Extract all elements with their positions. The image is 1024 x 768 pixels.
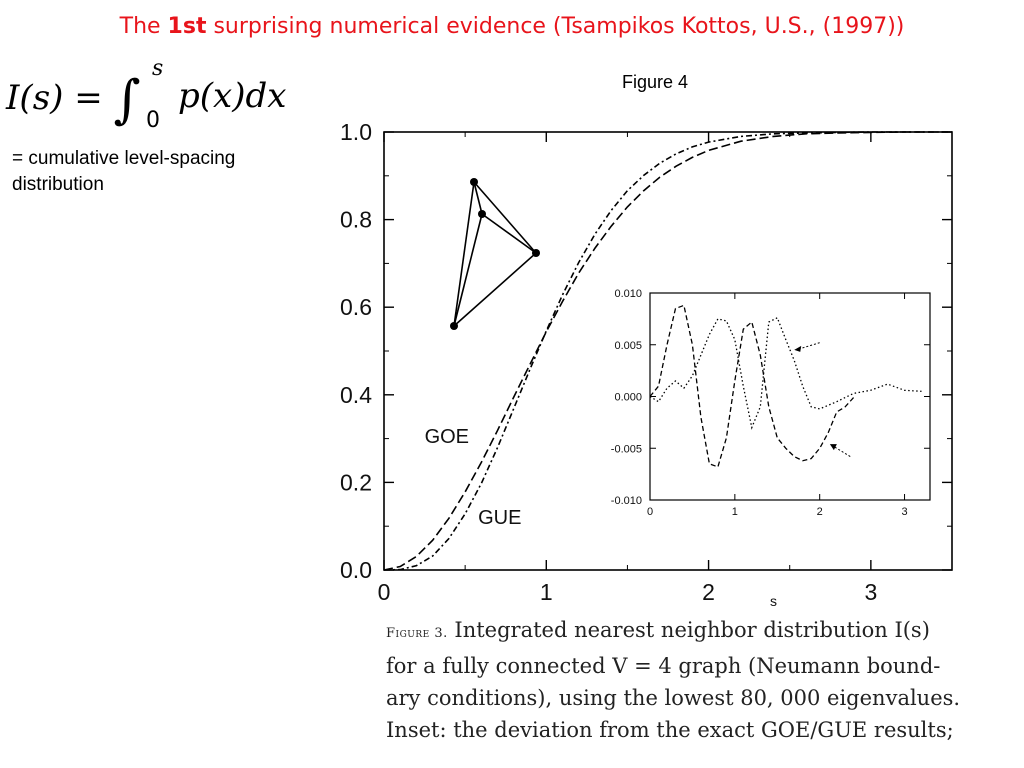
inset-frame (650, 293, 930, 500)
slide-title (0, 14, 1024, 39)
inset-x-tick-label: 1 (731, 506, 738, 518)
title-pre: The (119, 14, 168, 39)
inset-y-tick-label: 0.005 (614, 339, 642, 352)
y-tick-label: 0.6 (340, 294, 372, 321)
title-post: surprising numerical evidence (Tsampikos Kottos, U.S., (1997)) (206, 14, 905, 39)
inset-y-tick-label: -0.010 (610, 495, 642, 507)
formula-upper-limit: s (152, 56, 164, 81)
figure-label: Figure 4 (622, 72, 689, 92)
graph-node (450, 322, 458, 330)
inset-y-tick-label: 0.010 (614, 288, 642, 300)
graph-node (470, 178, 478, 186)
caption-line: Integrated nearest neighbor distribution I(s) (447, 618, 930, 642)
inset-x-tick-label: 3 (901, 506, 908, 518)
y-tick-label: 1.0 (340, 119, 372, 145)
y-tick-label: 0.8 (340, 206, 372, 233)
y-tick-label: 0.0 (340, 557, 372, 583)
x-axis-label: s (769, 593, 777, 609)
formula-description (12, 146, 235, 198)
caption-line: for a fully connected V = 4 graph (Neumann bound- (386, 654, 941, 678)
x-tick-label: 3 (864, 579, 878, 605)
annotation-gue: GUE (478, 507, 522, 530)
inset-x-tick-label: 2 (816, 506, 823, 518)
formula-integrand: p(x)dx (178, 76, 287, 116)
inset-x-tick-label: 0 (646, 506, 654, 518)
annotation-goe: GOE (424, 425, 470, 448)
description-line: = cumulative level-spacing (12, 148, 236, 169)
inset-chart (611, 288, 930, 518)
graph-diagram (450, 178, 540, 330)
graph-edge (454, 182, 474, 326)
graph-edge (454, 253, 536, 326)
caption-line: Inset: the deviation from the exact GOE/GUE results; (386, 718, 954, 742)
formula-lhs: I(s) = (6, 78, 114, 118)
x-tick-label: 0 (377, 579, 391, 605)
title-bold: 1st (167, 14, 207, 39)
x-tick-label: 1 (539, 579, 553, 605)
figure-caption (386, 614, 1022, 746)
inset-y-tick-label: -0.005 (610, 443, 642, 456)
inset-y-tick-label: 0.000 (614, 391, 642, 404)
graph-edge (482, 214, 536, 253)
description-line: distribution (12, 174, 104, 195)
graph-node (478, 210, 486, 218)
y-tick-label: 0.4 (340, 381, 372, 408)
main-chart (300, 110, 1000, 610)
caption-lead: Figure 3. (386, 626, 448, 641)
graph-node (532, 249, 540, 257)
y-tick-label: 0.2 (340, 469, 372, 496)
integral-sign-icon: ∫ (113, 70, 141, 130)
integral-formula (6, 56, 287, 133)
caption-line: ary conditions), using the lowest 80, 000 eigenvalues. (386, 686, 961, 710)
x-tick-label: 2 (702, 579, 715, 605)
formula-lower-limit: 0 (146, 108, 160, 133)
